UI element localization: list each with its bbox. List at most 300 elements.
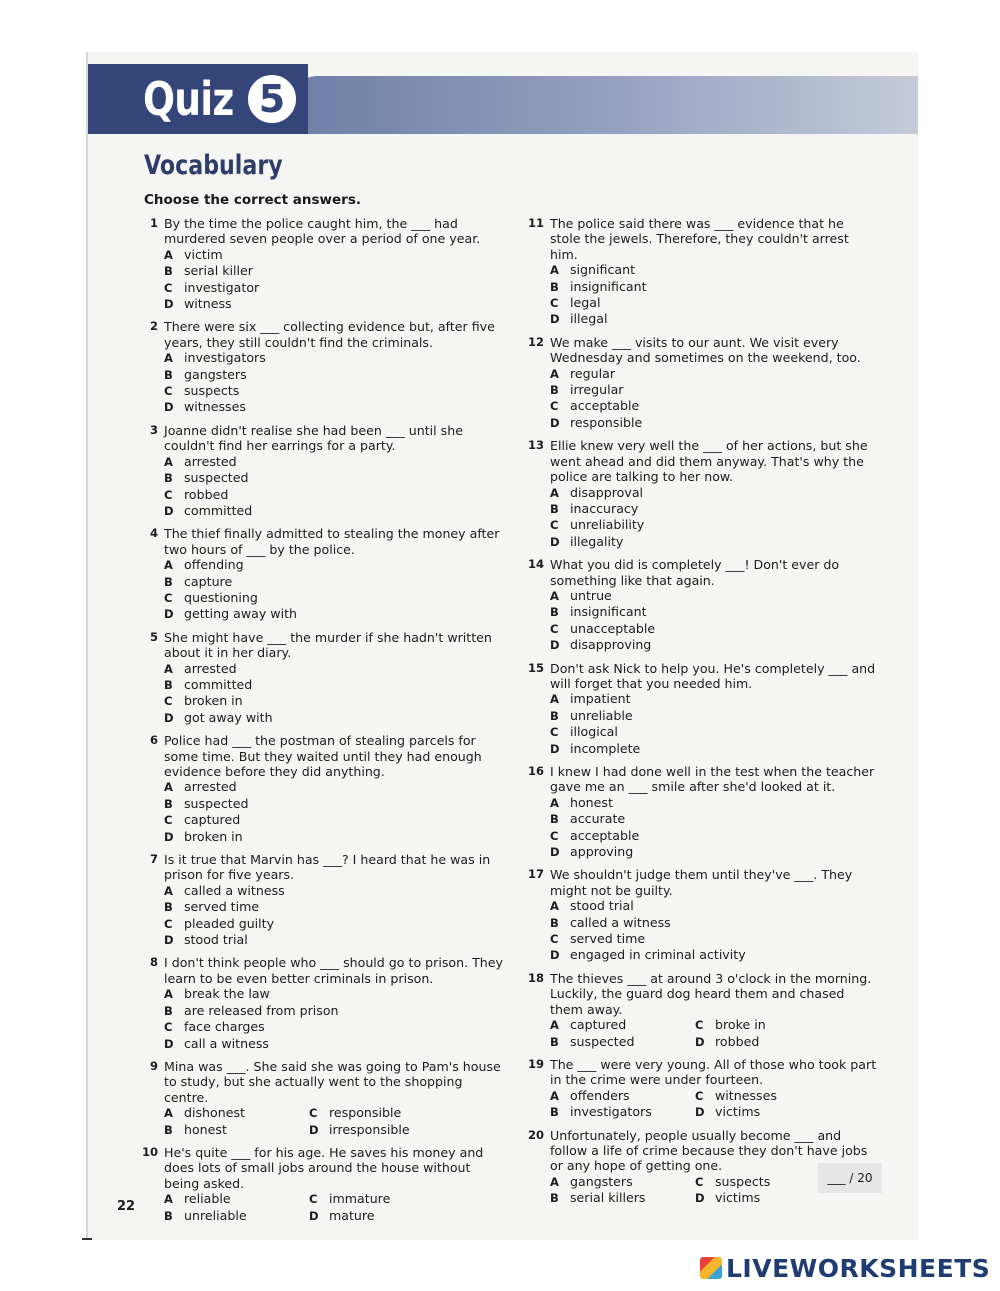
answer-option[interactable] [164, 1208, 309, 1224]
answer-option[interactable] [695, 1017, 845, 1033]
question-number: 20 [527, 1127, 544, 1142]
option-text: victims [715, 1190, 761, 1206]
option-text: are released from prison [184, 1002, 339, 1018]
question-text: We make ___ visits to our aunt. We visit every Wednesday and sometimes on the weekend, too. [550, 334, 861, 366]
option-text: suspects [184, 383, 240, 399]
question-item [136, 630, 506, 726]
answer-option[interactable] [164, 574, 506, 590]
option-letter: D [695, 1105, 705, 1120]
option-letter: A [164, 454, 173, 469]
answer-option[interactable] [164, 399, 506, 415]
answer-option[interactable] [164, 677, 506, 693]
question-number: 4 [149, 526, 158, 541]
option-letter: D [550, 948, 560, 963]
answer-option[interactable] [164, 247, 506, 263]
option-text: unreliable [570, 707, 633, 723]
option-letter: D [695, 1191, 705, 1206]
option-text: irresponsible [329, 1121, 410, 1137]
option-letter: C [550, 932, 559, 947]
question-number: 19 [527, 1056, 544, 1071]
answer-option[interactable] [550, 366, 878, 382]
question-item [136, 526, 506, 622]
option-text: called a witness [184, 882, 285, 898]
option-text: suspects [715, 1173, 771, 1189]
margin-mark [82, 1238, 92, 1240]
option-letter: A [164, 661, 173, 676]
option-letter: C [550, 296, 559, 311]
question-number: 3 [149, 422, 158, 437]
question-text: We shouldn't judge them until they've ___. They might not be guilty. [550, 867, 853, 898]
questions-left-column [136, 216, 506, 1231]
option-letter: B [164, 677, 173, 692]
option-text: illegal [570, 311, 608, 327]
option-letter: A [164, 780, 173, 795]
option-letter: A [550, 795, 559, 810]
answer-option[interactable] [309, 1122, 459, 1138]
option-text: offenders [570, 1087, 630, 1103]
answer-option[interactable] [550, 828, 878, 844]
answer-option[interactable] [164, 1019, 506, 1035]
question-text: Is it true that Marvin has ___? I heard that he was in prison for five years. [164, 852, 491, 883]
answer-option[interactable] [550, 811, 878, 827]
answer-option[interactable] [550, 1088, 695, 1104]
question-text: By the time the police caught him, the ___ had murdered seven people over a period of one year. [164, 216, 481, 247]
option-text: victims [715, 1104, 761, 1120]
question-item [136, 1145, 506, 1224]
option-text: inaccuracy [570, 500, 639, 516]
option-text: witness [184, 296, 232, 312]
option-text: served time [184, 899, 260, 915]
option-text: accurate [570, 811, 626, 827]
question-item [522, 867, 878, 963]
answer-option[interactable] [164, 899, 506, 915]
answer-option[interactable] [695, 1088, 845, 1104]
option-text: serial killer [184, 263, 253, 279]
question-text: He's quite ___ for his age. He saves his money and does lots of small jobs around the house without being asked. [164, 1144, 484, 1191]
question-number: 18 [527, 970, 544, 985]
option-text: suspected [184, 470, 249, 486]
option-text: illegality [570, 533, 624, 549]
option-text: incomplete [570, 740, 641, 756]
banner-stripe [288, 76, 918, 134]
answer-option[interactable] [164, 350, 506, 366]
answer-option[interactable] [164, 487, 506, 503]
question-text: There were six ___ collecting evidence but, after five years, they still couldn't find the criminals. [164, 319, 495, 350]
option-text: witnesses [715, 1087, 777, 1103]
answer-option[interactable] [164, 1003, 506, 1019]
answer-option[interactable] [164, 829, 506, 845]
option-text: honest [570, 794, 613, 810]
question-text: Don't ask Nick to help you. He's completely ___ and will forget that you needed him. [550, 660, 876, 691]
option-letter: A [164, 351, 173, 366]
option-letter: C [164, 916, 173, 931]
answer-option[interactable] [164, 263, 506, 279]
question-text: The thief finally admitted to stealing the money after two hours of ___ by the police. [164, 526, 500, 557]
answer-option[interactable] [164, 812, 506, 828]
option-text: impatient [570, 691, 631, 707]
option-letter: A [550, 1174, 559, 1189]
question-item [522, 438, 878, 550]
option-letter: B [550, 383, 559, 398]
answer-option[interactable] [164, 693, 506, 709]
question-item [136, 733, 506, 845]
option-letter: B [550, 279, 559, 294]
answer-option[interactable] [550, 279, 878, 295]
question-number: 15 [527, 660, 544, 675]
option-letter: B [550, 915, 559, 930]
option-letter: B [550, 501, 559, 516]
quiz-banner [88, 64, 918, 134]
option-letter: A [164, 987, 173, 1002]
option-letter: A [164, 1106, 173, 1121]
answer-option[interactable] [550, 588, 878, 604]
option-letter: B [164, 900, 173, 915]
option-letter: D [550, 534, 560, 549]
option-letter: B [550, 812, 559, 827]
option-letter: A [550, 588, 559, 603]
option-text: captured [184, 812, 241, 828]
answer-option[interactable] [164, 779, 506, 795]
question-number: 11 [527, 216, 544, 230]
answer-option[interactable] [164, 796, 506, 812]
answer-option[interactable] [550, 295, 878, 311]
answer-option[interactable] [550, 741, 878, 757]
answer-option[interactable] [164, 606, 506, 622]
option-letter: D [550, 845, 560, 860]
answer-option[interactable] [550, 1034, 695, 1050]
answer-option[interactable] [550, 1174, 695, 1190]
option-letter: D [695, 1034, 705, 1049]
option-letter: B [164, 1208, 173, 1223]
option-text: responsible [570, 414, 643, 430]
option-letter: D [164, 297, 174, 312]
answer-option[interactable] [164, 710, 506, 726]
answer-option[interactable] [550, 1104, 695, 1120]
answer-option[interactable] [550, 724, 878, 740]
answer-options [164, 986, 506, 1052]
option-text: pleaded guilty [184, 915, 275, 931]
option-text: captured [570, 1017, 627, 1033]
answer-options [164, 779, 506, 845]
answer-option[interactable] [309, 1105, 459, 1121]
option-text: investigators [570, 1104, 652, 1120]
option-letter: D [164, 710, 174, 725]
option-text: gangsters [570, 1173, 633, 1189]
option-letter: A [550, 692, 559, 707]
option-text: offending [184, 557, 244, 573]
option-text: robbed [184, 486, 229, 502]
answer-option[interactable] [550, 708, 878, 724]
option-text: unreliable [184, 1207, 247, 1223]
answer-options [164, 1105, 506, 1138]
option-text: untrue [570, 587, 612, 603]
option-text: arrested [184, 453, 237, 469]
option-text: committed [184, 502, 253, 518]
question-text: Police had ___ the postman of stealing parcels for some time. But they waited until they had enough evidence before they did anything. [164, 733, 482, 779]
option-letter: B [164, 367, 173, 382]
option-text: disapproval [570, 484, 644, 500]
answer-option[interactable] [550, 691, 878, 707]
answer-option[interactable] [695, 1104, 845, 1120]
option-letter: B [164, 1122, 173, 1137]
option-text: legal [570, 295, 601, 311]
brand-footer [700, 1254, 990, 1283]
question-item [522, 661, 878, 757]
option-letter: B [550, 708, 559, 723]
answer-option[interactable] [164, 1105, 309, 1121]
answer-option[interactable] [550, 637, 878, 653]
answer-option[interactable] [164, 383, 506, 399]
option-letter: B [164, 264, 173, 279]
option-letter: D [164, 607, 174, 622]
option-letter: C [695, 1174, 704, 1189]
page-number: 22 [117, 1199, 136, 1214]
option-text: broke in [715, 1017, 766, 1033]
option-text: serial killers [570, 1190, 646, 1206]
question-text: I don't think people who ___ should go to prison. They learn to be even better criminals in prison. [164, 955, 503, 986]
answer-options [164, 557, 506, 623]
answer-options [550, 588, 878, 654]
question-number: 7 [149, 852, 158, 867]
question-item [522, 971, 878, 1050]
answer-option[interactable] [550, 898, 878, 914]
option-letter: B [164, 1003, 173, 1018]
option-text: investigators [184, 350, 266, 366]
option-text: broken in [184, 828, 243, 844]
option-text: engaged in criminal activity [570, 947, 746, 963]
answer-option[interactable] [309, 1191, 459, 1207]
option-letter: A [164, 883, 173, 898]
question-number: 17 [527, 867, 544, 882]
option-letter: D [550, 638, 560, 653]
option-text: dishonest [184, 1105, 245, 1121]
option-text: getting away with [184, 606, 298, 622]
answer-option[interactable] [164, 296, 506, 312]
answer-option[interactable] [550, 947, 878, 963]
option-text: victim [184, 246, 223, 262]
answer-option[interactable] [550, 501, 878, 517]
answer-option[interactable] [695, 1034, 845, 1050]
option-text: arrested [184, 660, 237, 676]
answer-option[interactable] [550, 398, 878, 414]
answer-options [164, 350, 506, 416]
answer-option[interactable] [550, 262, 878, 278]
answer-options [550, 1017, 878, 1050]
option-letter: C [550, 518, 559, 533]
question-item [522, 764, 878, 860]
answer-option[interactable] [164, 454, 506, 470]
answer-option[interactable] [550, 485, 878, 501]
question-text: The ___ were very young. All of those who took part in the crime were under fourteen. [550, 1056, 877, 1088]
answer-option[interactable] [164, 470, 506, 486]
answer-options [164, 454, 506, 520]
option-text: stood trial [570, 898, 634, 914]
answer-options [164, 247, 506, 313]
answer-options [550, 485, 878, 551]
liveworksheets-logo-icon [700, 1257, 722, 1279]
answer-option[interactable] [164, 1036, 506, 1052]
question-number: 9 [149, 1058, 158, 1073]
option-letter: C [550, 725, 559, 740]
option-text: acceptable [570, 827, 640, 843]
option-letter: B [164, 574, 173, 589]
question-item [136, 319, 506, 415]
question-text: She might have ___ the murder if she hadn't written about it in her diary. [164, 629, 492, 661]
option-text: regular [570, 365, 616, 381]
answer-option[interactable] [550, 534, 878, 550]
option-text: approving [570, 844, 634, 860]
answer-option[interactable] [164, 280, 506, 296]
option-letter: C [550, 621, 559, 636]
section-title: Vocabulary [144, 150, 283, 181]
option-text: insignificant [570, 278, 647, 294]
answer-option[interactable] [550, 915, 878, 931]
answer-option[interactable] [550, 604, 878, 620]
question-text: The police said there was ___ evidence that he stole the jewels. Therefore, they couldn't arrest him. [550, 216, 849, 262]
question-text: Unfortunately, people usually become ___ and follow a life of crime because they don't have jobs or any hope of getting one. [550, 1127, 868, 1174]
option-letter: C [164, 280, 173, 295]
option-text: witnesses [184, 399, 246, 415]
answer-option[interactable] [164, 986, 506, 1002]
option-letter: D [550, 415, 560, 430]
question-number: 16 [527, 764, 544, 778]
option-letter: C [164, 384, 173, 399]
option-text: unreliability [570, 517, 645, 533]
answer-option[interactable] [550, 931, 878, 947]
quiz-number-badge: 5 [244, 71, 300, 127]
answer-options [164, 1191, 506, 1224]
option-text: investigator [184, 279, 260, 295]
answer-option[interactable] [164, 503, 506, 519]
option-letter: C [309, 1106, 318, 1121]
answer-options [164, 661, 506, 727]
option-letter: B [550, 1034, 559, 1049]
option-letter: D [164, 503, 174, 518]
option-text: irregular [570, 382, 624, 398]
option-letter: A [550, 485, 559, 500]
questions-right-column [522, 216, 878, 1214]
option-text: committed [184, 676, 253, 692]
answer-option[interactable] [164, 590, 506, 606]
answer-option[interactable] [164, 1122, 309, 1138]
answer-option[interactable] [164, 916, 506, 932]
answer-option[interactable] [164, 883, 506, 899]
question-text: Joanne didn't realise she had been ___ until she couldn't find her earrings for a party. [164, 422, 463, 454]
question-item [136, 423, 506, 519]
option-letter: D [309, 1122, 319, 1137]
option-letter: D [309, 1208, 319, 1223]
answer-options [550, 795, 878, 861]
option-letter: C [695, 1088, 704, 1103]
option-letter: D [550, 312, 560, 327]
answer-option[interactable] [550, 621, 878, 637]
option-text: arrested [184, 779, 237, 795]
question-item [136, 852, 506, 948]
option-text: questioning [184, 589, 258, 605]
option-text: capture [184, 573, 233, 589]
question-text: Ellie knew very well the ___ of her actions, but she went ahead and did them anyway. That's why the police are talking to her now. [550, 438, 868, 485]
question-item [522, 216, 878, 328]
option-letter: A [164, 247, 173, 262]
question-number: 5 [149, 629, 158, 644]
answer-option[interactable] [550, 382, 878, 398]
answer-options [164, 883, 506, 949]
option-letter: C [550, 828, 559, 843]
option-letter: C [164, 813, 173, 828]
question-item [136, 216, 506, 312]
answer-options [550, 262, 878, 328]
option-text: stood trial [184, 932, 248, 948]
answer-option[interactable] [309, 1208, 459, 1224]
answer-option[interactable] [164, 932, 506, 948]
answer-option[interactable] [550, 415, 878, 431]
question-number: 1 [149, 216, 158, 230]
option-text: reliable [184, 1191, 231, 1207]
question-item [522, 1057, 878, 1121]
option-text: responsible [329, 1105, 402, 1121]
option-letter: C [164, 487, 173, 502]
option-letter: A [550, 899, 559, 914]
answer-option[interactable] [550, 311, 878, 327]
option-text: face charges [184, 1019, 265, 1035]
option-text: suspected [184, 795, 249, 811]
score-box: ___ / 20 [818, 1163, 882, 1193]
option-text: called a witness [570, 914, 671, 930]
option-letter: A [550, 1088, 559, 1103]
option-text: got away with [184, 709, 273, 725]
option-text: immature [329, 1191, 391, 1207]
answer-options [550, 898, 878, 964]
answer-option[interactable] [164, 367, 506, 383]
option-text: unacceptable [570, 620, 656, 636]
option-letter: D [164, 933, 174, 948]
answer-option[interactable] [164, 1191, 309, 1207]
brand-name: LIVEWORKSHEETS [726, 1254, 991, 1283]
answer-option[interactable] [550, 1017, 695, 1033]
question-number: 10 [141, 1144, 158, 1159]
option-letter: D [164, 400, 174, 415]
option-text: honest [184, 1121, 227, 1137]
option-letter: C [309, 1192, 318, 1207]
option-letter: B [550, 605, 559, 620]
option-letter: D [164, 829, 174, 844]
question-number: 14 [527, 557, 544, 572]
answer-option[interactable] [164, 661, 506, 677]
option-text: broken in [184, 693, 243, 709]
answer-option[interactable] [550, 1190, 695, 1206]
option-letter: B [550, 1191, 559, 1206]
answer-option[interactable] [550, 517, 878, 533]
answer-option[interactable] [164, 557, 506, 573]
question-number: 6 [149, 733, 158, 748]
option-text: break the law [184, 986, 270, 1002]
answer-options [550, 1088, 878, 1121]
option-letter: D [550, 741, 560, 756]
option-letter: C [550, 399, 559, 414]
option-text: disapproving [570, 637, 652, 653]
answer-option[interactable] [550, 844, 878, 860]
option-text: mature [329, 1207, 375, 1223]
question-text: What you did is completely ___! Don't ever do something like that again. [550, 557, 840, 588]
answer-option[interactable] [550, 795, 878, 811]
option-text: robbed [715, 1033, 760, 1049]
option-letter: A [164, 558, 173, 573]
question-number: 13 [527, 438, 544, 453]
question-number: 2 [149, 319, 158, 334]
option-text: gangsters [184, 366, 247, 382]
question-text: The thieves ___ at around 3 o'clock in the morning. Luckily, the guard dog heard them and chased them away. [550, 970, 872, 1017]
instruction: Choose the correct answers. [144, 192, 361, 208]
